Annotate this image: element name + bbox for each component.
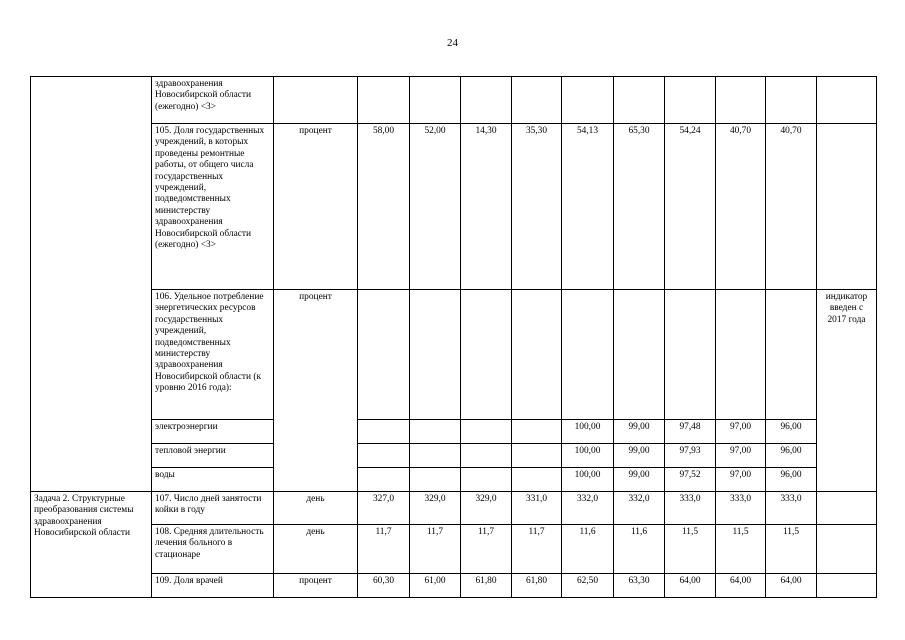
indicator-cell: здравоохранения Новосибирской области (ежегодно) <3>	[152, 77, 274, 124]
page-number: 24	[447, 37, 458, 49]
indicator-cell: 108. Средняя длительность лечения больного в стационаре	[152, 525, 274, 574]
value-cell: 97,52	[665, 468, 716, 492]
value-cell: 61,80	[512, 574, 562, 598]
value-cell	[665, 77, 716, 124]
indicator-cell: электроэнергии	[152, 420, 274, 444]
value-cell: 11,7	[358, 525, 410, 574]
value-cell	[512, 444, 562, 468]
value-cell	[410, 77, 461, 124]
value-cell	[358, 468, 410, 492]
value-cell	[614, 290, 665, 420]
value-cell	[410, 420, 461, 444]
table-row	[31, 468, 877, 492]
value-cell: 64,00	[665, 574, 716, 598]
value-cell	[461, 468, 512, 492]
value-cell: 11,6	[614, 525, 665, 574]
value-cell	[562, 77, 614, 124]
unit-cell: день	[274, 492, 358, 525]
value-cell: 11,6	[562, 525, 614, 574]
task-cell	[31, 77, 152, 492]
value-cell: 11,7	[512, 525, 562, 574]
table-row	[31, 124, 877, 290]
value-cell	[512, 420, 562, 444]
value-cell	[358, 444, 410, 468]
value-cell: 40,70	[766, 124, 817, 290]
value-cell: 63,30	[614, 574, 665, 598]
value-cell: 14,30	[461, 124, 512, 290]
value-cell: 35,30	[512, 124, 562, 290]
note-cell	[817, 574, 877, 598]
value-cell: 96,00	[766, 444, 817, 468]
value-cell: 332,0	[614, 492, 665, 525]
value-cell: 58,00	[358, 124, 410, 290]
value-cell: 40,70	[716, 124, 766, 290]
note-cell	[817, 492, 877, 525]
value-cell	[358, 420, 410, 444]
table-row	[31, 525, 877, 574]
note-cell	[817, 124, 877, 290]
unit-cell: процент	[274, 124, 358, 290]
indicator-cell: воды	[152, 468, 274, 492]
value-cell	[461, 420, 512, 444]
task-2-label: Задача 2. Структурные преобразования системы здравоохранения Новосибирской области	[31, 492, 152, 598]
indicator-cell: 109. Доля врачей	[152, 574, 274, 598]
table-row	[31, 420, 877, 444]
value-cell: 333,0	[766, 492, 817, 525]
unit-cell: процент	[274, 574, 358, 598]
value-cell	[716, 290, 766, 420]
value-cell: 65,30	[614, 124, 665, 290]
note-cell: индикатор введен с 2017 года	[817, 290, 877, 492]
value-cell	[512, 468, 562, 492]
value-cell: 52,00	[410, 124, 461, 290]
value-cell	[461, 444, 512, 468]
value-cell: 331,0	[512, 492, 562, 525]
value-cell: 327,0	[358, 492, 410, 525]
table-row	[31, 574, 877, 598]
value-cell	[358, 77, 410, 124]
value-cell	[766, 77, 817, 124]
value-cell: 62,50	[562, 574, 614, 598]
value-cell: 332,0	[562, 492, 614, 525]
value-cell: 97,48	[665, 420, 716, 444]
value-cell	[410, 444, 461, 468]
value-cell	[410, 290, 461, 420]
value-cell: 11,7	[461, 525, 512, 574]
value-cell: 61,80	[461, 574, 512, 598]
value-cell: 333,0	[665, 492, 716, 525]
value-cell	[410, 468, 461, 492]
value-cell: 99,00	[614, 468, 665, 492]
value-cell: 100,00	[562, 468, 614, 492]
value-cell: 11,7	[410, 525, 461, 574]
value-cell	[512, 77, 562, 124]
table-row	[31, 77, 877, 124]
value-cell: 54,13	[562, 124, 614, 290]
value-cell: 64,00	[716, 574, 766, 598]
value-cell	[358, 290, 410, 420]
value-cell: 97,00	[716, 468, 766, 492]
value-cell: 329,0	[410, 492, 461, 525]
indicator-cell: 106. Удельное потребление энергетических ресурсов государственных учреждений, подведомственных министерству здравоохранения Новосибирской области (к уровню 2016 года):	[152, 290, 274, 420]
value-cell	[512, 290, 562, 420]
value-cell	[665, 290, 716, 420]
value-cell: 11,5	[665, 525, 716, 574]
table-row	[31, 444, 877, 468]
value-cell: 11,5	[716, 525, 766, 574]
value-cell: 100,00	[562, 420, 614, 444]
value-cell: 11,5	[766, 525, 817, 574]
value-cell: 97,93	[665, 444, 716, 468]
unit-cell: процент	[274, 290, 358, 492]
value-cell	[562, 290, 614, 420]
value-cell: 329,0	[461, 492, 512, 525]
value-cell	[766, 290, 817, 420]
value-cell: 97,00	[716, 420, 766, 444]
value-cell: 99,00	[614, 444, 665, 468]
note-cell	[817, 77, 877, 124]
value-cell: 333,0	[716, 492, 766, 525]
table-row	[31, 492, 877, 525]
value-cell: 99,00	[614, 420, 665, 444]
unit-cell: день	[274, 525, 358, 574]
value-cell: 96,00	[766, 420, 817, 444]
indicator-cell: тепловой энергии	[152, 444, 274, 468]
unit-cell	[274, 77, 358, 124]
value-cell: 64,00	[766, 574, 817, 598]
indicator-cell: 107. Число дней занятости койки в году	[152, 492, 274, 525]
value-cell	[461, 77, 512, 124]
value-cell: 97,00	[716, 444, 766, 468]
value-cell	[716, 77, 766, 124]
value-cell: 60,30	[358, 574, 410, 598]
indicators-table	[30, 76, 877, 598]
indicator-cell: 105. Доля государственных учреждений, в которых проведены ремонтные работы, от общего числа государственных учреждений, подведомственных министерству здравоохранения Новосибирской области (ежегодно) <3>	[152, 124, 274, 290]
table-row	[31, 290, 877, 420]
value-cell: 96,00	[766, 468, 817, 492]
value-cell: 100,00	[562, 444, 614, 468]
note-cell	[817, 525, 877, 574]
value-cell	[614, 77, 665, 124]
value-cell	[461, 290, 512, 420]
value-cell: 54,24	[665, 124, 716, 290]
value-cell: 61,00	[410, 574, 461, 598]
